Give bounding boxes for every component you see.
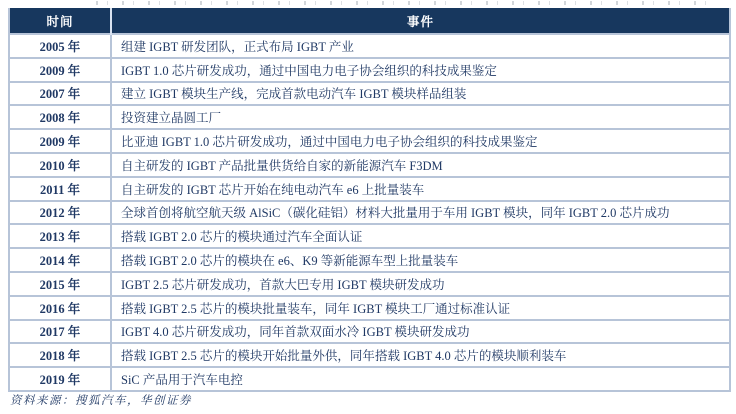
year-cell: 2009 年 [9,129,111,153]
table-row [9,201,730,225]
igbt-timeline-table [8,8,731,392]
year-cell: 2013 年 [9,224,111,248]
year-cell: 2012 年 [9,201,111,225]
year-cell: 2008 年 [9,105,111,129]
year-cell: 2007 年 [9,82,111,106]
table-row [9,320,730,344]
year-cell: 2011 年 [9,177,111,201]
source-note: 资料来源：搜狐汽车，华创证券 [10,395,192,407]
event-cell: IGBT 4.0 芯片研发成功，同年首款双面水冷 IGBT 模块研发成功 [111,320,730,344]
table-row [9,367,730,391]
table-row [9,248,730,272]
year-cell: 2018 年 [9,343,111,367]
year-cell: 2019 年 [9,367,111,391]
year-cell: 2009 年 [9,58,111,82]
cropped-title-remnant [96,1,716,5]
time-column-header: 时间 [9,8,111,34]
table-row [9,343,730,367]
event-cell: 搭载 IGBT 2.5 芯片的模块开始批量外供，同年搭载 IGBT 4.0 芯片的模块顺利装车 [111,343,730,367]
table-row [9,272,730,296]
event-cell: 搭载 IGBT 2.5 芯片的模块批量装车，同年 IGBT 模块工厂通过标准认证 [111,296,730,320]
event-cell: 组建 IGBT 研发团队，正式布局 IGBT 产业 [111,34,730,58]
event-column-header: 事件 [111,8,730,34]
event-cell: 自主研发的 IGBT 芯片开始在纯电动汽车 e6 上批量装车 [111,177,730,201]
table-row [9,153,730,177]
year-cell: 2010 年 [9,153,111,177]
year-cell: 2014 年 [9,248,111,272]
table-row [9,177,730,201]
year-cell: 2016 年 [9,296,111,320]
event-cell: 自主研发的 IGBT 产品批量供货给自家的新能源汽车 F3DM [111,153,730,177]
table-header-row [9,8,730,34]
year-cell: 2015 年 [9,272,111,296]
table-row [9,105,730,129]
year-cell: 2005 年 [9,34,111,58]
event-cell: 建立 IGBT 模块生产线，完成首款电动汽车 IGBT 模块样品组装 [111,82,730,106]
year-cell: 2017 年 [9,320,111,344]
table-row [9,34,730,58]
table-row [9,82,730,106]
event-cell: IGBT 2.5 芯片研发成功，首款大巴专用 IGBT 模块研发成功 [111,272,730,296]
table-row [9,224,730,248]
event-cell: 比亚迪 IGBT 1.0 芯片研发成功，通过中国电力电子协会组织的科技成果鉴定 [111,129,730,153]
event-cell: 全球首创将航空航天级 AlSiC（碳化硅铝）材料大批量用于车用 IGBT 模块，同年 IGBT 2.0 芯片成功 [111,201,730,225]
table-row [9,296,730,320]
event-cell: 搭载 IGBT 2.0 芯片的模块通过汽车全面认证 [111,224,730,248]
event-cell: IGBT 1.0 芯片研发成功，通过中国电力电子协会组织的科技成果鉴定 [111,58,730,82]
event-cell: SiC 产品用于汽车电控 [111,367,730,391]
event-cell: 搭载 IGBT 2.0 芯片的模块在 e6、K9 等新能源车型上批量装车 [111,248,730,272]
table-row [9,129,730,153]
event-cell: 投资建立晶圆工厂 [111,105,730,129]
table-row [9,58,730,82]
